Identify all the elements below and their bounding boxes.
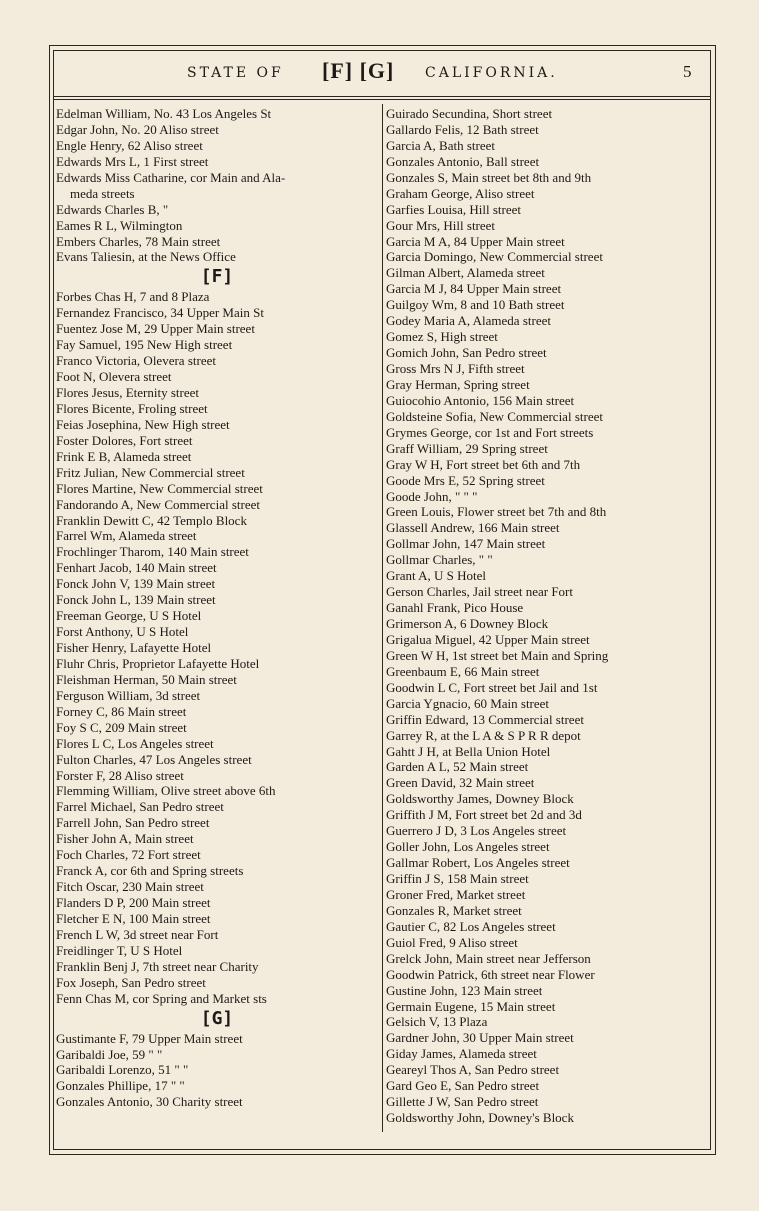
directory-entry: Fenn Chas M, cor Spring and Market sts (56, 990, 267, 1006)
directory-entry: Goldsworthy John, Downey's Block (386, 1110, 574, 1126)
header-rule-thin (53, 99, 711, 100)
header-california-label: CALIFORNIA. (425, 65, 558, 81)
directory-entry: Guerrero J D, 3 Los Angeles street (386, 823, 567, 839)
directory-entry: Engle Henry, 62 Aliso street (56, 137, 203, 153)
directory-entry: Guiocohio Antonio, 156 Main street (386, 392, 575, 408)
directory-entry: Forney C, 86 Main street (56, 703, 187, 719)
directory-entry: Gerson Charles, Jail street near Fort (386, 584, 574, 600)
directory-entry: Gallardo Felis, 12 Bath street (386, 121, 539, 137)
directory-entry: Goode Mrs E, 52 Spring street (386, 472, 545, 488)
directory-entry: Grigalua Miguel, 42 Upper Main street (386, 631, 590, 647)
directory-entry: Franck A, cor 6th and Spring streets (56, 863, 244, 879)
section-heading: [F] (200, 266, 234, 288)
directory-entry: Gustine John, 123 Main street (386, 982, 543, 998)
directory-entry: Edelman William, No. 43 Los Angeles St (56, 106, 272, 121)
directory-entry: Gelsich V, 13 Plaza (386, 1014, 488, 1030)
directory-entry: Germain Eugene, 15 Main street (386, 998, 556, 1014)
directory-entry: Gomich John, San Pedro street (386, 345, 547, 361)
directory-entry: Goldsteine Sofia, New Commercial street (386, 408, 603, 424)
directory-entry: Franklin Benj J, 7th street near Charity (56, 958, 259, 974)
directory-entry: Guilgoy Wm, 8 and 10 Bath street (386, 297, 565, 313)
directory-entry: Edwards Mrs L, 1 First street (56, 153, 209, 169)
directory-entry: Garibaldi Joe, 59 " " (56, 1046, 163, 1062)
directory-entry: Flemming William, Olive street above 6th (56, 783, 276, 799)
directory-entry: Geareyl Thos A, San Pedro street (386, 1062, 560, 1078)
directory-entry: Gonzales R, Market street (386, 902, 522, 918)
directory-entry: Flanders D P, 200 Main street (56, 895, 211, 910)
directory-entry: Fletcher E N, 100 Main street (56, 910, 211, 926)
directory-entry: Garcia M A, 84 Upper Main street (386, 233, 565, 249)
directory-entry: Green David, 32 Main street (386, 775, 535, 791)
directory-entry: Grimerson A, 6 Downey Block (386, 616, 549, 631)
directory-entry: Graff William, 29 Spring street (386, 440, 548, 456)
directory-entry: Foch Charles, 72 Fort street (56, 847, 201, 863)
directory-entry: Griffin J S, 158 Main street (386, 871, 529, 886)
directory-entry: Fluhr Chris, Proprietor Lafayette Hotel (56, 655, 260, 671)
directory-entry: Gour Mrs, Hill street (386, 217, 496, 233)
directory-entry: Feias Josephina, New High street (56, 416, 230, 432)
directory-entry-continuation: meda streets (70, 185, 135, 201)
directory-entry: Griffith J M, Fort street bet 2d and 3d (386, 807, 582, 823)
directory-entry: Graham George, Aliso street (386, 185, 535, 201)
directory-entry: Gross Mrs N J, Fifth street (386, 361, 525, 376)
column-divider (382, 104, 383, 1132)
directory-entry: Gallmar Robert, Los Angeles street (386, 855, 570, 871)
directory-entry: Fay Samuel, 195 New High street (56, 337, 233, 353)
directory-entry: Eames R L, Wilmington (56, 217, 183, 233)
directory-entry: Foot N, Olevera street (56, 369, 172, 385)
directory-entry: Forst Anthony, U S Hotel (56, 624, 189, 640)
directory-entry: Gard Geo E, San Pedro street (386, 1078, 540, 1094)
directory-entry: Grymes George, cor 1st and Fort streets (386, 424, 594, 440)
directory-entry: Farrell John, San Pedro street (56, 815, 210, 831)
directory-entry: Fisher Henry, Lafayette Hotel (56, 640, 212, 655)
directory-entry: Gray W H, Fort street bet 6th and 7th (386, 456, 581, 472)
directory-entry: Embers Charles, 78 Main street (56, 233, 221, 249)
directory-entry: Green Louis, Flower street bet 7th and 8th (386, 504, 607, 520)
directory-entry: Gray Herman, Spring street (386, 376, 530, 392)
directory-entry: Flores Bicente, Froling street (56, 400, 208, 416)
directory-entry: Guiol Fred, 9 Aliso street (386, 934, 518, 950)
directory-entry: Gonzales Phillipe, 17 " " (56, 1078, 185, 1094)
directory-entry: Grelck John, Main street near Jefferson (386, 950, 591, 966)
directory-entry: Gonzales Antonio, Ball street (386, 153, 540, 169)
directory-entry: Flores L C, Los Angeles street (56, 735, 214, 751)
directory-entry: Edgar John, No. 20 Aliso street (56, 121, 219, 137)
directory-entry: Goller John, Los Angeles street (386, 839, 550, 855)
directory-entry: Ferguson William, 3d street (56, 687, 201, 703)
directory-entry: Franco Victoria, Olevera street (56, 353, 216, 369)
directory-entry: Evans Taliesin, at the News Office (56, 249, 236, 265)
directory-entry: Griffin Edward, 13 Commercial street (386, 711, 584, 727)
directory-entry: Guirado Secundina, Short street (386, 106, 553, 121)
directory-entry: Fleishman Herman, 50 Main street (56, 671, 237, 687)
left-column (56, 106, 378, 1110)
header-rule (53, 96, 711, 97)
directory-entry: Flores Jesus, Eternity street (56, 385, 199, 400)
directory-entry: Fuentez Jose M, 29 Upper Main street (56, 321, 255, 337)
directory-entry: Goodwin L C, Fort street bet Jail and 1st (386, 679, 598, 695)
directory-entry: Frink E B, Alameda street (56, 448, 192, 464)
section-heading: [G] (200, 1007, 234, 1029)
directory-entry: Goldsworthy James, Downey Block (386, 791, 574, 807)
directory-entry: Garden A L, 52 Main street (386, 759, 529, 775)
directory-entry: Gautier C, 82 Los Angeles street (386, 918, 556, 934)
directory-entry: Frochlinger Tharom, 140 Main street (56, 544, 249, 560)
directory-entry: Groner Fred, Market street (386, 886, 526, 902)
directory-entry: Farrel Michael, San Pedro street (56, 799, 224, 815)
directory-entry: Fritz Julian, New Commercial street (56, 464, 245, 480)
directory-entry: Fulton Charles, 47 Los Angeles street (56, 751, 252, 767)
directory-entry: Fox Joseph, San Pedro street (56, 974, 206, 990)
directory-entry: Forbes Chas H, 7 and 8 Plaza (56, 289, 210, 305)
directory-entry: Ganahl Frank, Pico House (386, 600, 524, 616)
directory-entry: Edwards Miss Catharine, cor Main and Ala- (56, 169, 286, 185)
directory-entry: Gardner John, 30 Upper Main street (386, 1030, 574, 1046)
directory-entry: Greenbaum E, 66 Main street (386, 663, 540, 679)
directory-entry: Garibaldi Lorenzo, 51 " " (56, 1062, 189, 1078)
header-section-letters: [F] [G] (322, 58, 395, 83)
directory-entry: Foster Dolores, Fort street (56, 432, 193, 448)
directory-entry: Fandorando A, New Commercial street (56, 496, 260, 512)
directory-entry: Edwards Charles B, " (56, 201, 169, 217)
directory-entry: Gilman Albert, Alameda street (386, 265, 545, 281)
directory-entry: Fonck John V, 139 Main street (56, 576, 216, 592)
directory-entry: Fernandez Francisco, 34 Upper Main St (56, 305, 264, 321)
directory-entry: Gonzales Antonio, 30 Charity street (56, 1094, 243, 1110)
page-header (53, 58, 711, 88)
directory-entry: Garcia A, Bath street (386, 137, 496, 153)
directory-entry: Forster F, 28 Aliso street (56, 767, 184, 783)
directory-entry: Fisher John A, Main street (56, 831, 194, 847)
directory-entry: Gahtt J H, at Bella Union Hotel (386, 743, 551, 759)
directory-entry: Green W H, 1st street bet Main and Spring (386, 647, 609, 663)
directory-entry: Garrey R, at the L A & S P R R depot (386, 727, 581, 743)
directory-entry: Gustimante F, 79 Upper Main street (56, 1030, 243, 1046)
directory-entry: Farrel Wm, Alameda street (56, 528, 197, 544)
directory-entry: Goode John, " " " (386, 488, 478, 504)
directory-entry: Glassell Andrew, 166 Main street (386, 520, 560, 536)
directory-entry: Franklin Dewitt C, 42 Templo Block (56, 512, 247, 528)
directory-entry: Freeman George, U S Hotel (56, 608, 202, 624)
directory-entry: Foy S C, 209 Main street (56, 719, 187, 735)
directory-entry: Godey Maria A, Alameda street (386, 313, 551, 329)
directory-entry: Giday James, Alameda street (386, 1046, 537, 1062)
page-number: 5 (683, 62, 692, 81)
directory-entry: Garfies Louisa, Hill street (386, 201, 522, 217)
directory-entry: Garcia Domingo, New Commercial street (386, 249, 603, 265)
directory-entry: Freidlinger T, U S Hotel (56, 942, 183, 958)
directory-entry: Flores Martine, New Commercial street (56, 480, 263, 496)
right-column (386, 106, 706, 1126)
directory-entry: Gollmar Charles, " " (386, 552, 493, 568)
directory-entry: Fonck John L, 139 Main street (56, 592, 216, 608)
directory-entry: Gomez S, High street (386, 329, 498, 345)
directory-entry: Gonzales S, Main street bet 8th and 9th (386, 169, 592, 185)
directory-entry: Fenhart Jacob, 140 Main street (56, 560, 217, 576)
directory-entry: Garcia M J, 84 Upper Main street (386, 281, 562, 297)
directory-entry: Grant A, U S Hotel (386, 568, 487, 584)
directory-entry: Gillette J W, San Pedro street (386, 1094, 539, 1110)
directory-entry: Goodwin Patrick, 6th street near Flower (386, 966, 595, 982)
directory-entry: Garcia Ygnacio, 60 Main street (386, 695, 550, 711)
directory-entry: Fitch Oscar, 230 Main street (56, 879, 204, 895)
header-state-label: STATE OF (187, 65, 284, 81)
directory-entry: French L W, 3d street near Fort (56, 926, 219, 942)
directory-entry: Gollmar John, 147 Main street (386, 536, 546, 552)
